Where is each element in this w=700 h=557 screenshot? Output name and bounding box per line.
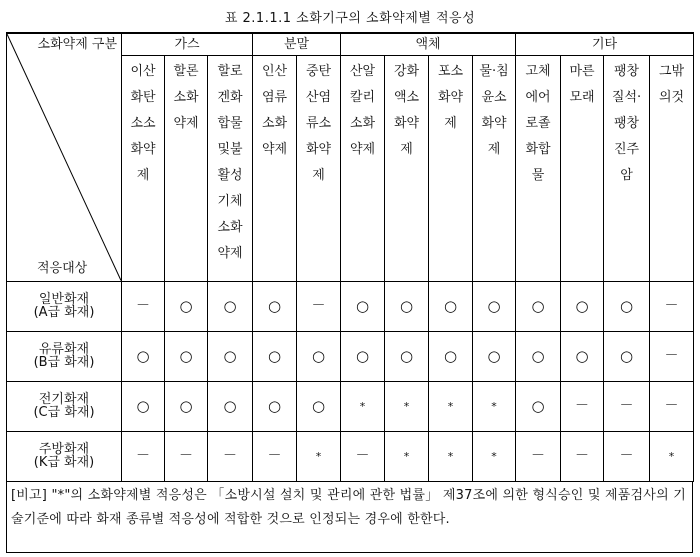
circle-mark: ○ <box>355 296 370 315</box>
row-label-cell <box>7 331 122 381</box>
circle-mark: ○ <box>267 396 282 415</box>
applicability-cell <box>165 331 208 381</box>
circle-mark: ○ <box>223 296 237 315</box>
star-mark: * <box>668 449 675 463</box>
applicability-cell <box>297 281 341 331</box>
dash-mark: － <box>575 398 590 414</box>
applicability-cell <box>473 331 516 381</box>
applicability-cell <box>208 281 253 331</box>
column-header: 중탄산염류소화약제 <box>297 55 341 281</box>
applicability-cell <box>516 331 561 381</box>
circle-mark: ○ <box>531 346 545 365</box>
applicability-cell <box>650 431 694 481</box>
applicability-cell <box>341 281 385 331</box>
star-mark: * <box>403 399 410 413</box>
circle-mark: ○ <box>179 296 193 315</box>
dash-mark: － <box>531 448 546 464</box>
column-header: 할로겐화합물및불활성기체소화약제 <box>208 55 253 281</box>
applicability-cell <box>385 381 429 431</box>
applicability-cell <box>122 281 165 331</box>
dash-mark: － <box>619 398 634 414</box>
applicability-cell <box>297 431 341 481</box>
circle-mark: ○ <box>575 346 589 365</box>
circle-mark: ○ <box>399 296 414 315</box>
applicability-cell <box>208 381 253 431</box>
fire-extinguisher-applicability-table <box>6 32 694 482</box>
circle-mark: ○ <box>179 346 193 365</box>
applicability-cell <box>122 331 165 381</box>
fire-type-label: 전기화재 <box>38 392 90 407</box>
dash-mark: － <box>575 448 590 464</box>
dash-mark: － <box>267 448 282 464</box>
applicability-cell <box>650 381 694 431</box>
column-header: 할론소화약제 <box>165 55 208 281</box>
column-header: 이산화탄소소화약제 <box>122 55 165 281</box>
dash-mark: － <box>355 448 370 464</box>
dash-mark: － <box>311 298 326 314</box>
circle-mark: ○ <box>575 296 589 315</box>
circle-mark: ○ <box>487 346 501 365</box>
column-header: 고체에어로졸화합물 <box>516 55 561 281</box>
fire-class-label: (B급 화재) <box>33 355 95 370</box>
star-mark: * <box>359 399 366 413</box>
applicability-cell <box>385 281 429 331</box>
row-label-cell <box>7 381 122 431</box>
circle-mark: ○ <box>223 396 237 415</box>
applicability-cell <box>165 381 208 431</box>
applicability-cell <box>561 381 604 431</box>
circle-mark: ○ <box>179 396 193 415</box>
diagonal-line <box>7 34 121 281</box>
circle-mark: ○ <box>223 346 237 365</box>
applicability-cell <box>165 431 208 481</box>
circle-mark: ○ <box>136 396 150 415</box>
dash-mark: － <box>136 448 150 464</box>
column-header: 산알칼리소화약제 <box>341 55 385 281</box>
circle-mark: ○ <box>619 346 634 365</box>
circle-mark: ○ <box>531 396 545 415</box>
applicability-cell <box>297 331 341 381</box>
circle-mark: ○ <box>311 396 326 415</box>
applicability-cell <box>165 281 208 331</box>
applicability-cell <box>604 331 650 381</box>
applicability-cell <box>604 431 650 481</box>
applicability-cell <box>604 281 650 331</box>
table-row <box>7 331 694 381</box>
table-row <box>7 431 694 481</box>
dash-mark: － <box>136 298 150 314</box>
fire-class-label: (K급 화재) <box>33 455 95 470</box>
applicability-cell <box>516 381 561 431</box>
applicability-cell <box>650 281 694 331</box>
fire-class-label: (A급 화재) <box>33 305 95 320</box>
circle-mark: ○ <box>311 346 326 365</box>
row-label-cell <box>7 431 122 481</box>
applicability-cell <box>385 331 429 381</box>
circle-mark: ○ <box>267 296 282 315</box>
circle-mark: ○ <box>443 296 458 315</box>
applicability-cell <box>253 331 297 381</box>
applicability-cell <box>473 431 516 481</box>
star-mark: * <box>447 399 454 413</box>
applicability-cell <box>473 381 516 431</box>
applicability-cell <box>561 281 604 331</box>
column-header: 물·침윤소화약제 <box>473 55 516 281</box>
applicability-cell <box>253 431 297 481</box>
circle-mark: ○ <box>487 296 501 315</box>
column-header: 팽창질석·팽창진주암 <box>604 55 650 281</box>
star-mark: * <box>491 449 497 463</box>
fire-type-label: 일반화재 <box>38 292 90 307</box>
star-mark: * <box>491 399 497 413</box>
applicability-cell <box>341 331 385 381</box>
column-header: 인산염류소화약제 <box>253 55 297 281</box>
applicability-cell <box>429 331 473 381</box>
applicability-cell <box>385 431 429 481</box>
dash-mark: － <box>664 398 679 414</box>
circle-mark: ○ <box>267 346 282 365</box>
applicability-cell <box>561 331 604 381</box>
star-mark: * <box>315 449 322 463</box>
dash-mark: － <box>223 448 237 464</box>
column-header: 그밖의것 <box>650 55 694 281</box>
column-header: 마른모래 <box>561 55 604 281</box>
star-mark: * <box>403 449 410 463</box>
applicability-cell <box>650 331 694 381</box>
applicability-cell <box>208 331 253 381</box>
circle-mark: ○ <box>136 346 150 365</box>
row-label-cell <box>7 281 122 331</box>
applicability-cell <box>429 431 473 481</box>
fire-type-label: 유류화재 <box>38 342 90 357</box>
corner-top-label: 소화약제 구분 <box>37 37 117 52</box>
table-caption: 표 2.1.1.1 소화기구의 소화약제별 적응성 <box>224 11 476 26</box>
group-header-other: 기타 <box>516 33 694 55</box>
dash-mark: － <box>664 348 679 364</box>
applicability-cell <box>122 381 165 431</box>
corner-bottom-label: 적응대상 <box>37 260 88 276</box>
star-mark: * <box>447 449 454 463</box>
applicability-cell <box>253 381 297 431</box>
applicability-cell <box>429 281 473 331</box>
applicability-cell <box>561 431 604 481</box>
dash-mark: － <box>179 448 193 464</box>
table-row <box>7 281 694 331</box>
table-row <box>7 381 694 431</box>
applicability-cell <box>297 381 341 431</box>
fire-class-label: (C급 화재) <box>33 405 95 420</box>
applicability-cell <box>208 431 253 481</box>
column-header: 강화액소화약제 <box>385 55 429 281</box>
applicability-cell <box>341 431 385 481</box>
circle-mark: ○ <box>531 296 545 315</box>
circle-mark: ○ <box>619 296 634 315</box>
column-header: 포소화약제 <box>429 55 473 281</box>
circle-mark: ○ <box>443 346 458 365</box>
applicability-cell <box>122 431 165 481</box>
applicability-cell <box>473 281 516 331</box>
applicability-cell <box>516 431 561 481</box>
applicability-cell <box>604 381 650 431</box>
circle-mark: ○ <box>355 346 370 365</box>
applicability-cell <box>429 381 473 431</box>
group-header-liquid: 액체 <box>341 33 516 55</box>
applicability-cell <box>516 281 561 331</box>
group-header-gas: 가스 <box>122 33 253 55</box>
dash-mark: － <box>664 298 679 314</box>
table-note: [비고] "*"의 소화약제별 적응성은 「소방시설 설치 및 관리에 관한 법률」 제37조에 의한 형식승인 및 제품검사의 기술기준에 따라 화재 종류별 적응성에 적합한 것으로 인정되는 경우에 한한다. <box>6 481 693 553</box>
group-header-powder: 분말 <box>253 33 341 55</box>
applicability-cell <box>341 381 385 431</box>
dash-mark: － <box>619 448 634 464</box>
applicability-cell <box>253 281 297 331</box>
fire-type-label: 주방화재 <box>38 442 90 457</box>
circle-mark: ○ <box>399 346 414 365</box>
header-corner-cell <box>7 33 122 281</box>
